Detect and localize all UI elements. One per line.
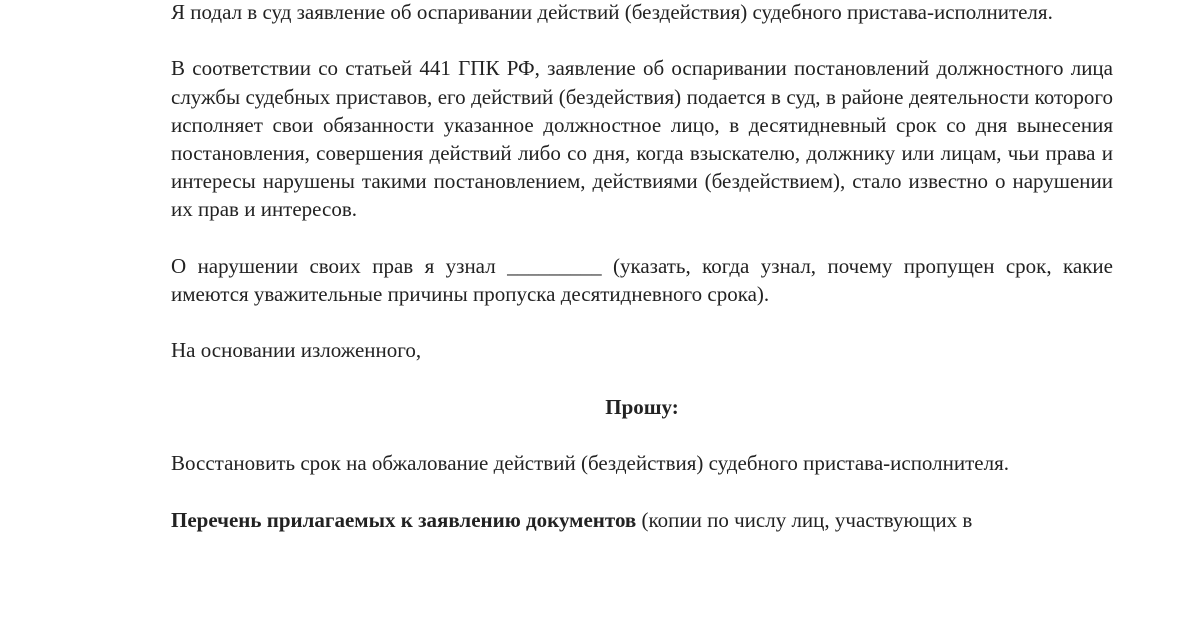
paragraph-on-the-basis: На основании изложенного, [171, 338, 422, 363]
document-body [171, 0, 1113, 534]
paragraph-awareness-date: О нарушении своих прав я узнал _________ (указать, когда узнал, почему пропущен срок, какие имеются уважительные причины пропуска десятидневного срока). [171, 253, 1113, 306]
paragraph-restore-deadline: Восстановить срок на обжалование действий (бездействия) судебного пристава-исполнителя. [171, 451, 1010, 476]
attachments-note: (копии по числу лиц, участвующих в [636, 507, 973, 532]
paragraph-legal-basis: В соответствии со статьей 441 ГПК РФ, заявление об оспаривании постановлений должностного лица службы судебных приставов, его действий (бездействия) подается в суд, в районе деятельности которого исполняет свои обязанности указанное должностное лицо, в десятидневный срок со дня вынесения постановления, совершения действий либо со дня, когда взыскателю, должнику или лицам, чьи права и интересы нарушены такими постановлением, действиями (бездействием), стало известно о нарушении их прав и интересов. [171, 56, 1113, 222]
paragraph-filing-statement: Я подал в суд заявление об оспаривании действий (бездействия) судебного пристава-исполнителя. [171, 0, 1053, 24]
request-heading: Прошу: [605, 394, 679, 419]
paragraph-attachments-list [171, 506, 1113, 534]
attachments-title: Перечень прилагаемых к заявлению документов [171, 507, 637, 532]
